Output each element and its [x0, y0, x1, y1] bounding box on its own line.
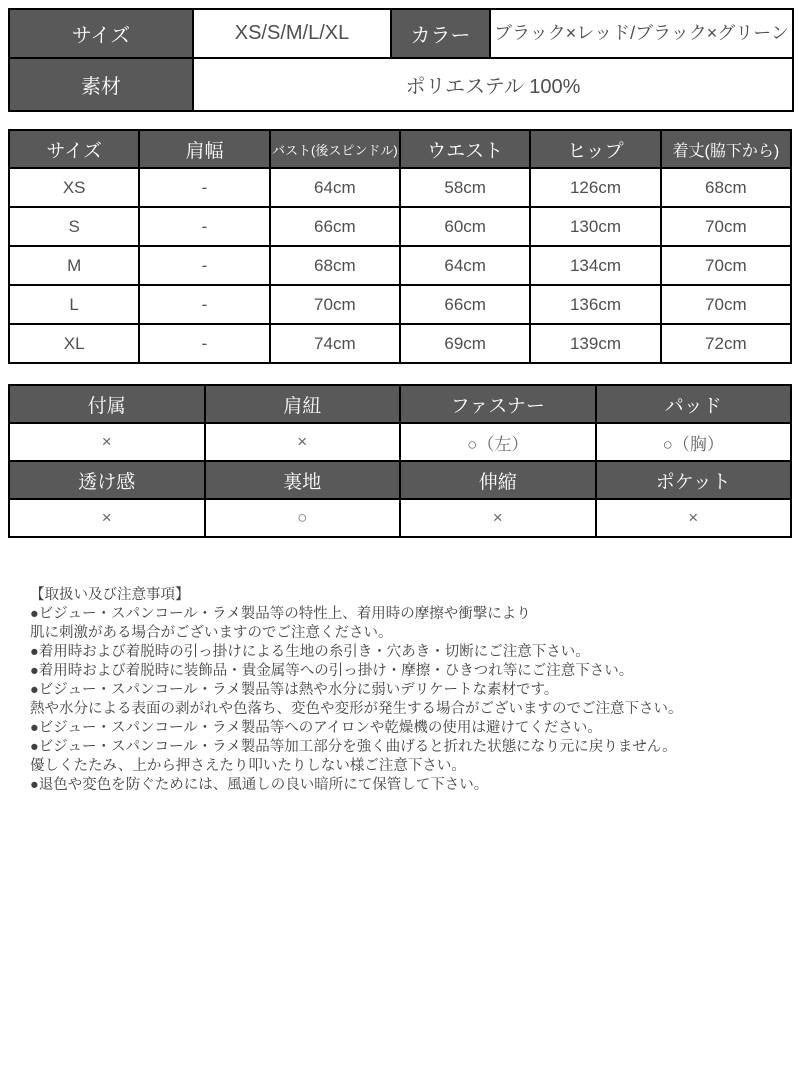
care-notes-title: 【取扱い及び注意事項】 — [30, 587, 190, 603]
spec-header-pad: パッド — [596, 385, 792, 423]
size-chart-header-length: 着丈(脇下から) — [661, 130, 791, 168]
spec-header-fastener: ファスナー — [400, 385, 596, 423]
size-cell: 126cm — [530, 168, 660, 207]
size-chart-row-xl — [9, 324, 791, 363]
size-cell: 66cm — [400, 285, 530, 324]
care-note-line: 熱や水分による表面の剥がれや色落ち、変色や変形が発生する場合がございますのでご注意下さい。 — [30, 701, 683, 717]
spec-value-lining: ○ — [205, 499, 401, 537]
size-chart-header-size: サイズ — [9, 130, 139, 168]
size-chart-header-shoulder-width: 肩幅 — [139, 130, 269, 168]
size-cell: 74cm — [270, 324, 400, 363]
size-chart-table — [8, 129, 792, 364]
size-cell: - — [139, 285, 269, 324]
size-cell: 64cm — [400, 246, 530, 285]
spec-value-fastener: ○（左） — [400, 423, 596, 461]
care-note-line: ●ビジュー・スパンコール・ラメ製品等は熱や水分に弱いデリケートな素材です。 — [30, 682, 559, 698]
spec-header-row-2 — [9, 461, 791, 499]
size-cell: XS — [9, 168, 139, 207]
size-cell: 70cm — [661, 285, 791, 324]
care-note-line: ●ビジュー・スパンコール・ラメ製品等の特性上、着用時の摩擦や衝撃により — [30, 606, 531, 622]
info-size-label: サイズ — [9, 9, 193, 58]
spec-header-shoulder-strap: 肩紐 — [205, 385, 401, 423]
size-cell: 70cm — [270, 285, 400, 324]
size-cell: 64cm — [270, 168, 400, 207]
size-cell: 69cm — [400, 324, 530, 363]
size-cell: 136cm — [530, 285, 660, 324]
size-cell: 72cm — [661, 324, 791, 363]
care-note-line: ●退色や変色を防ぐためには、風通しの良い暗所にて保管して下さい。 — [30, 777, 489, 793]
spec-value-pad: ○（胸） — [596, 423, 792, 461]
spec-value-row-1 — [9, 423, 791, 461]
size-chart-header-hip: ヒップ — [530, 130, 660, 168]
size-cell: 68cm — [270, 246, 400, 285]
care-notes — [30, 586, 780, 795]
spec-header-sheerness: 透け感 — [9, 461, 205, 499]
size-cell: XL — [9, 324, 139, 363]
size-cell: 68cm — [661, 168, 791, 207]
product-info-table — [8, 8, 794, 112]
size-cell: M — [9, 246, 139, 285]
size-cell: 130cm — [530, 207, 660, 246]
care-note-line: 肌に刺激がある場合がございますのでご注意ください。 — [30, 625, 393, 641]
size-cell: 139cm — [530, 324, 660, 363]
spec-table — [8, 384, 792, 538]
size-cell: 60cm — [400, 207, 530, 246]
spec-value-shoulder-strap: × — [205, 423, 401, 461]
spec-header-stretch: 伸縮 — [400, 461, 596, 499]
size-chart-header-row — [9, 130, 791, 168]
info-color-label: カラー — [391, 9, 490, 58]
spec-value-row-2 — [9, 499, 791, 537]
spec-header-pocket: ポケット — [596, 461, 792, 499]
size-cell: - — [139, 168, 269, 207]
care-note-line: 優しくたたみ、上から押さえたり叩いたりしない様ご注意下さい。 — [30, 758, 466, 774]
size-cell: L — [9, 285, 139, 324]
size-cell: 58cm — [400, 168, 530, 207]
info-material-value: ポリエステル 100% — [193, 58, 793, 111]
size-cell: 134cm — [530, 246, 660, 285]
spec-header-lining: 裏地 — [205, 461, 401, 499]
info-row-size-color — [9, 9, 793, 58]
care-note-line: ●ビジュー・スパンコール・ラメ製品等へのアイロンや乾燥機の使用は避けてください。 — [30, 720, 602, 736]
size-cell: 70cm — [661, 246, 791, 285]
size-cell: - — [139, 207, 269, 246]
size-chart-header-waist: ウエスト — [400, 130, 530, 168]
size-cell: S — [9, 207, 139, 246]
info-material-label: 素材 — [9, 58, 193, 111]
info-size-value: XS/S/M/L/XL — [193, 9, 391, 58]
info-row-material — [9, 58, 793, 111]
size-chart-row-l — [9, 285, 791, 324]
spec-header-row-1 — [9, 385, 791, 423]
info-color-value: ブラック×レッド/ブラック×グリーン — [490, 9, 793, 58]
spec-value-stretch: × — [400, 499, 596, 537]
spec-value-pocket: × — [596, 499, 792, 537]
care-note-line: ●ビジュー・スパンコール・ラメ製品等加工部分を強く曲げると折れた状態になり元に戻りません。 — [30, 739, 677, 755]
size-chart-header-bust: バスト(後スピンドル) — [270, 130, 400, 168]
size-chart-row-xs — [9, 168, 791, 207]
size-cell: - — [139, 324, 269, 363]
size-cell: 66cm — [270, 207, 400, 246]
size-cell: - — [139, 246, 269, 285]
size-chart-row-s — [9, 207, 791, 246]
care-note-line: ●着用時および着脱時の引っ掛けによる生地の糸引き・穴あき・切断にご注意下さい。 — [30, 644, 590, 660]
spec-value-accessory: × — [9, 423, 205, 461]
size-cell: 70cm — [661, 207, 791, 246]
spec-value-sheerness: × — [9, 499, 205, 537]
spec-header-accessory: 付属 — [9, 385, 205, 423]
size-chart-row-m — [9, 246, 791, 285]
care-note-line: ●着用時および着脱時に装飾品・貴金属等への引っ掛け・摩擦・ひきつれ等にご注意下さい。 — [30, 663, 634, 679]
